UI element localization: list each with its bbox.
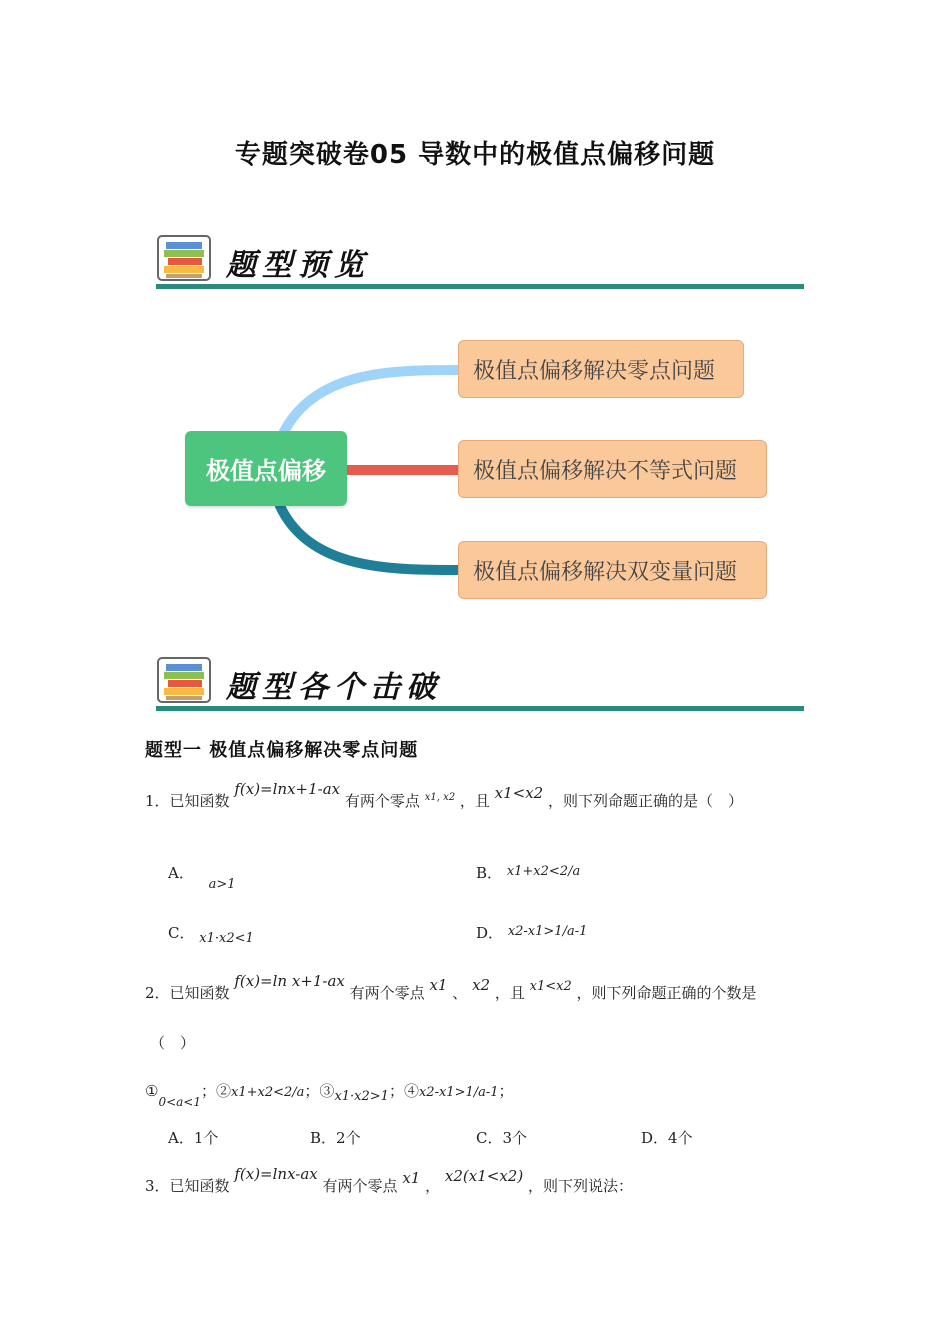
q1-mid: 有两个零点 bbox=[344, 792, 420, 810]
option-text: 2个 bbox=[336, 1129, 361, 1147]
q1-option-d bbox=[476, 922, 587, 943]
option-letter: A． bbox=[168, 1129, 194, 1147]
question-1 bbox=[145, 780, 744, 811]
stmt-expr: x2-x1>1/a-1 bbox=[418, 1085, 499, 1100]
q3-mid: 有两个零点 bbox=[322, 1177, 398, 1195]
section-divider bbox=[156, 706, 804, 711]
q3-zero-1: x1 bbox=[402, 1169, 421, 1187]
branch-line-1 bbox=[280, 370, 460, 440]
q1-function: f(x)=lnx+1-ax bbox=[234, 780, 341, 798]
stmt-expr: 0<a<1 bbox=[158, 1095, 201, 1109]
option-expr: x2-x1>1/a-1 bbox=[507, 924, 588, 939]
option-text: 3个 bbox=[502, 1129, 528, 1147]
option-letter: C． bbox=[168, 924, 195, 942]
q1-and: ，且 bbox=[459, 792, 490, 810]
question-2 bbox=[145, 972, 757, 1003]
page-title: 专题突破卷05 导数中的极值点偏移问题 bbox=[234, 140, 716, 170]
stmt-marker: ；④ bbox=[388, 1082, 419, 1100]
mindmap-branch-2: 极值点偏移解决不等式问题 bbox=[458, 440, 767, 498]
q1-intro: 1．已知函数 bbox=[145, 792, 230, 810]
q1-tail: ，则下列命题正确的是（ ） bbox=[548, 792, 744, 810]
mindmap-root: 极值点偏移 bbox=[185, 431, 347, 506]
mindmap-branch-1: 极值点偏移解决零点问题 bbox=[458, 340, 744, 398]
option-letter: B． bbox=[476, 864, 503, 882]
q3-comma: ， bbox=[425, 1177, 441, 1195]
q2-zero-1: x1 bbox=[429, 976, 448, 994]
branch-line-3 bbox=[280, 506, 460, 570]
stmt-expr: x1+x2<2/a bbox=[231, 1085, 305, 1100]
q2-paren: （ ） bbox=[150, 1034, 196, 1052]
stmt-expr: x1·x2>1 bbox=[334, 1089, 389, 1104]
q2-function: f(x)=ln x+1-ax bbox=[234, 972, 345, 990]
q1-option-a bbox=[168, 862, 236, 892]
question-3 bbox=[145, 1165, 633, 1196]
q3-function: f(x)=lnx-ax bbox=[234, 1165, 318, 1183]
q2-option-b bbox=[310, 1127, 361, 1148]
option-expr: a>1 bbox=[208, 877, 236, 892]
q2-condition: x1<x2 bbox=[529, 979, 572, 994]
q1-option-c bbox=[168, 922, 254, 946]
stmt-marker: ① bbox=[145, 1082, 159, 1100]
section-divider bbox=[156, 284, 804, 289]
q2-intro: 2．已知函数 bbox=[145, 984, 230, 1002]
q2-mid: 有两个零点 bbox=[349, 984, 425, 1002]
option-expr: x1+x2<2/a bbox=[506, 864, 581, 879]
section-label: 题型预览 bbox=[226, 248, 370, 283]
q2-option-d bbox=[641, 1127, 693, 1148]
q3-tail: ，则下列说法： bbox=[527, 1177, 633, 1195]
question-type-heading: 题型一 极值点偏移解决零点问题 bbox=[145, 740, 419, 761]
stmt-marker: ；③ bbox=[304, 1082, 335, 1100]
q1-option-b bbox=[476, 862, 580, 883]
section-header-breakthrough bbox=[156, 656, 806, 712]
books-icon bbox=[156, 234, 212, 282]
q2-zero-2: x2 bbox=[472, 976, 491, 994]
q2-and: ，且 bbox=[494, 984, 525, 1002]
q2-tail: ，则下列命题正确的个数是 bbox=[576, 984, 757, 1002]
option-letter: A． bbox=[168, 864, 194, 882]
q2-statements bbox=[145, 1080, 514, 1109]
q3-zero-2: x2(x1<x2) bbox=[444, 1167, 524, 1185]
q1-condition: x1<x2 bbox=[494, 784, 544, 802]
option-letter: D． bbox=[476, 924, 504, 942]
q2-sep: 、 bbox=[452, 984, 468, 1002]
option-text: 4个 bbox=[668, 1129, 693, 1147]
stmt-marker: ； bbox=[498, 1082, 514, 1100]
section-header-preview bbox=[156, 234, 806, 290]
q2-option-a bbox=[168, 1127, 218, 1148]
option-letter: C． bbox=[476, 1129, 503, 1147]
option-text: 1个 bbox=[193, 1129, 219, 1147]
section-label: 题型各个击破 bbox=[226, 670, 442, 705]
books-icon bbox=[156, 656, 212, 704]
stmt-marker: ；② bbox=[201, 1082, 232, 1100]
mindmap-branch-3: 极值点偏移解决双变量问题 bbox=[458, 541, 767, 599]
option-letter: B． bbox=[310, 1129, 337, 1147]
q1-zeros: x1, x2 bbox=[424, 792, 456, 803]
option-expr: x1·x2<1 bbox=[199, 931, 254, 946]
option-letter: D． bbox=[641, 1129, 669, 1147]
q2-option-c bbox=[476, 1127, 527, 1148]
q3-intro: 3．已知函数 bbox=[145, 1177, 230, 1195]
